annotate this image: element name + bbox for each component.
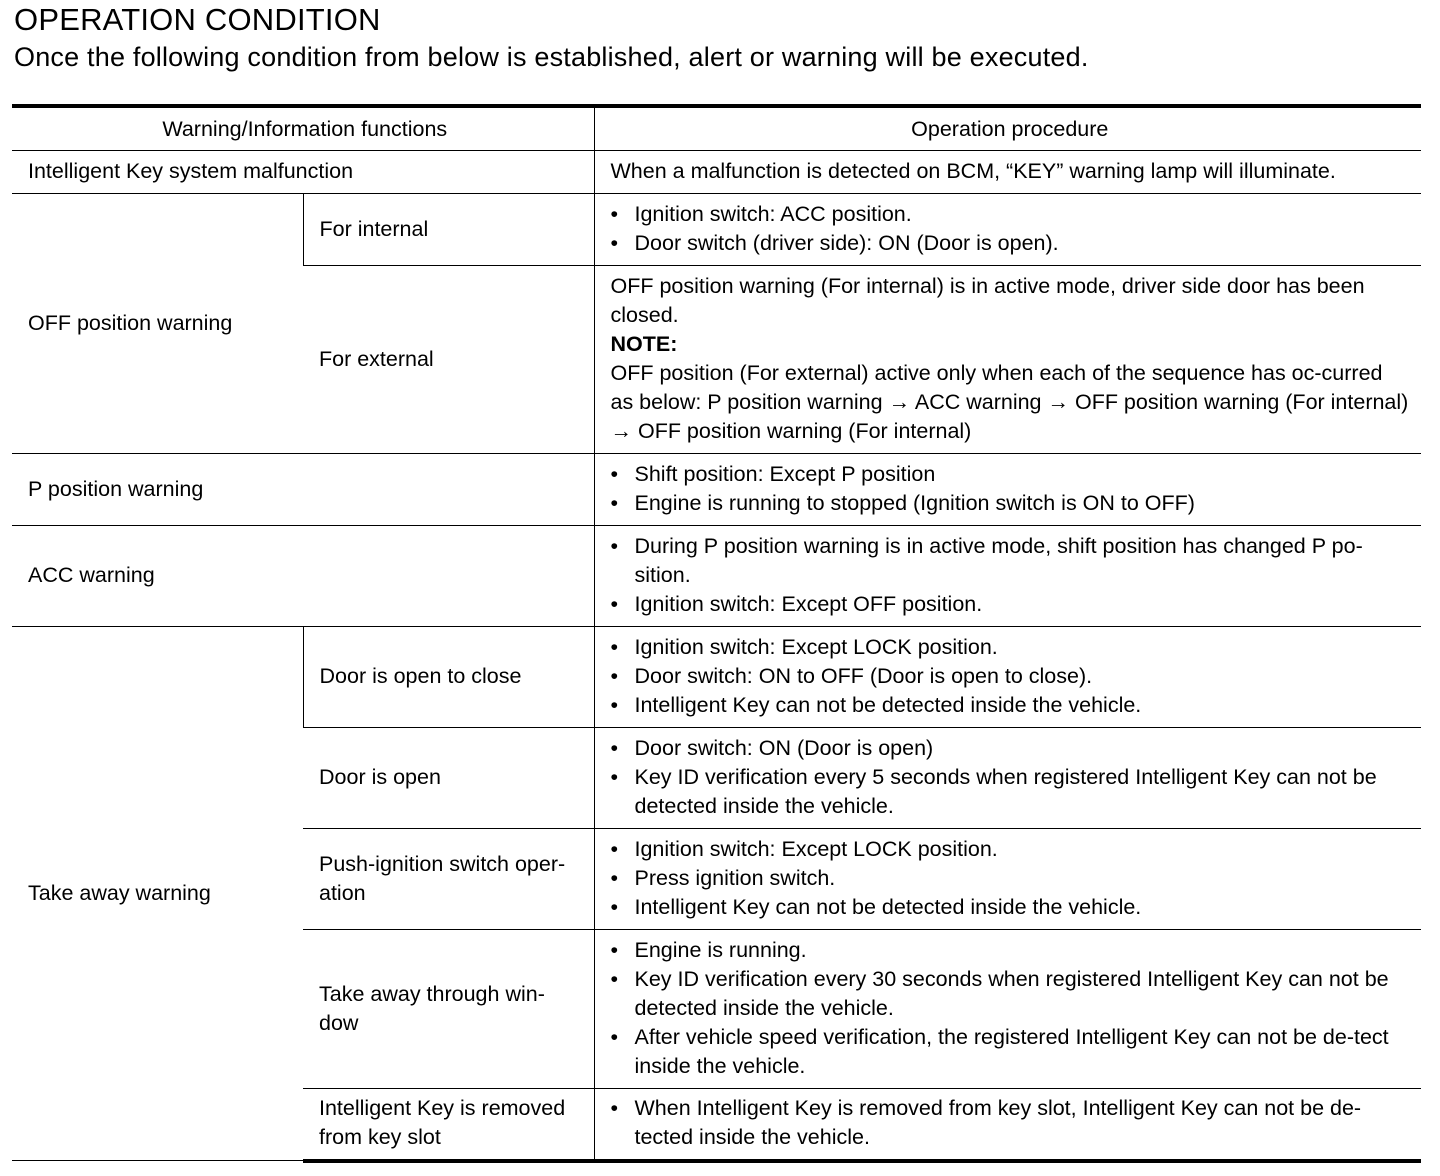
list-item: • Door switch: ON (Door is open): [635, 734, 1410, 763]
table-row: [12, 151, 1421, 194]
procedure-list: [611, 734, 1410, 821]
table-row: [12, 454, 1421, 526]
sub-function-cell: Take away through win-dow: [303, 930, 594, 1089]
list-item: • Intelligent Key can not be detected inside the vehicle.: [635, 691, 1410, 720]
header-functions: Warning/Information functions: [12, 106, 594, 151]
sub-function-cell: For external: [303, 266, 594, 454]
procedure-list: [611, 532, 1410, 619]
procedure-cell: [594, 829, 1421, 930]
list-item: • Intelligent Key can not be detected inside the vehicle.: [635, 893, 1410, 922]
procedure-cell: [594, 728, 1421, 829]
table-row: [12, 627, 1421, 728]
sub-function-cell: Push-ignition switch oper-ation: [303, 829, 594, 930]
note-text: OFF position (For external) active only when each of the sequence has oc-curred as below: P position warning → ACC warning → OFF position warning (For internal) → OFF position warning (For internal): [610, 361, 1409, 443]
list-item: • Engine is running to stopped (Ignition switch is ON to OFF): [635, 489, 1410, 518]
header-procedure: Operation procedure: [594, 106, 1421, 151]
procedure-cell: [594, 1089, 1421, 1161]
list-item: • Key ID verification every 5 seconds when registered Intelligent Key can not be detected inside the vehicle.: [635, 763, 1410, 821]
function-cell: Intelligent Key system malfunction: [12, 151, 594, 194]
procedure-cell: When a malfunction is detected on BCM, “KEY” warning lamp will illuminate.: [594, 151, 1421, 194]
function-cell: OFF position warning: [12, 194, 303, 454]
procedure-cell: [594, 194, 1421, 266]
table-row: [12, 194, 1421, 266]
list-item: • Ignition switch: Except OFF position.: [635, 590, 1410, 619]
list-item: • When Intelligent Key is removed from key slot, Intelligent Key can not be de-tected inside the vehicle.: [635, 1094, 1410, 1152]
page-title: OPERATION CONDITION: [14, 2, 381, 37]
procedure-list: [611, 835, 1410, 922]
sub-function-cell: Door is open: [303, 728, 594, 829]
procedure-cell: [594, 526, 1421, 627]
list-item: • Key ID verification every 30 seconds when registered Intelligent Key can not be detected inside the vehicle.: [635, 965, 1410, 1023]
list-item: • Ignition switch: Except LOCK position.: [635, 633, 1410, 662]
table-row: [12, 526, 1421, 627]
procedure-list: [611, 460, 1410, 518]
list-item: • Press ignition switch.: [635, 864, 1410, 893]
sub-function-cell: Door is open to close: [303, 627, 594, 728]
list-item: • Door switch: ON to OFF (Door is open to close).: [635, 662, 1410, 691]
list-item: • Shift position: Except P position: [635, 460, 1410, 489]
list-item: • During P position warning is in active mode, shift position has changed P po-sition.: [635, 532, 1410, 590]
list-item: • Door switch (driver side): ON (Door is open).: [635, 229, 1410, 258]
note-label: NOTE:: [610, 332, 678, 356]
procedure-cell: [594, 627, 1421, 728]
list-item: • Engine is running.: [635, 936, 1410, 965]
procedure-list: [611, 936, 1410, 1081]
function-cell: ACC warning: [12, 526, 594, 627]
operation-condition-table: [12, 104, 1421, 1163]
sub-function-cell: Intelligent Key is removed from key slot: [303, 1089, 594, 1161]
procedure-list: [611, 633, 1410, 720]
table-header-row: [12, 106, 1421, 151]
procedure-list: [611, 200, 1410, 258]
list-item: • Ignition switch: Except LOCK position.: [635, 835, 1410, 864]
function-cell: P position warning: [12, 454, 594, 526]
page-subtitle: Once the following condition from below is established, alert or warning will be executed.: [14, 42, 1089, 72]
list-item: • After vehicle speed verification, the registered Intelligent Key can not be de-tect inside the vehicle.: [635, 1023, 1410, 1081]
procedure-cell: [594, 930, 1421, 1089]
procedure-cell: [594, 454, 1421, 526]
procedure-text: OFF position warning (For internal) is in active mode, driver side door has been closed.: [610, 274, 1365, 327]
list-item: • Ignition switch: ACC position.: [635, 200, 1410, 229]
sub-function-cell: For internal: [303, 194, 594, 266]
procedure-cell: [594, 266, 1421, 454]
function-cell: Take away warning: [12, 627, 303, 1161]
procedure-list: [611, 1094, 1410, 1152]
